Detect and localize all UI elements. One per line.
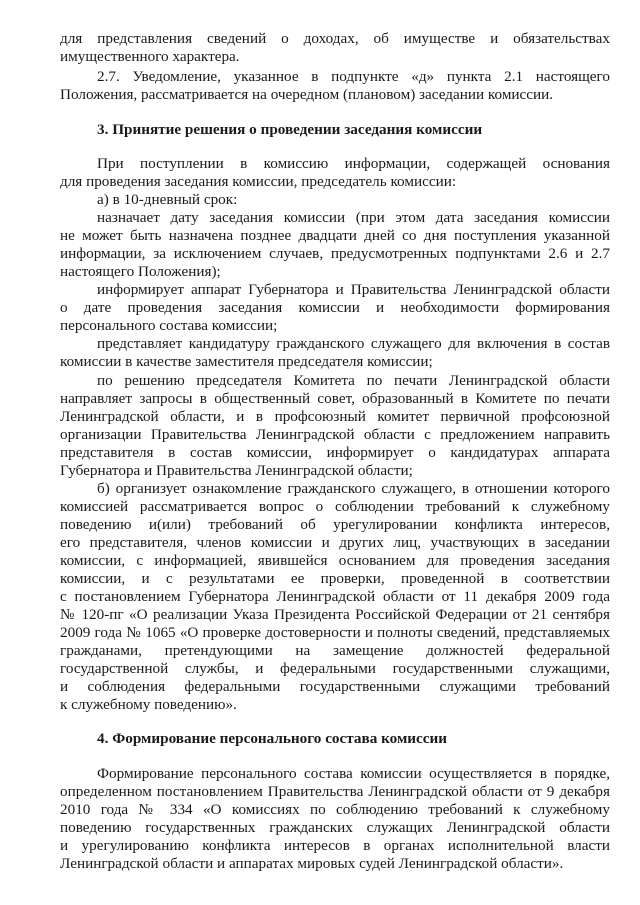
text-line: и урегулированию конфликта интересов в органах исполнительной власти: [60, 837, 610, 854]
text-line: по решению председателя Комитета по печати Ленинградской области: [97, 372, 610, 389]
text-line: назначает дату заседания комиссии (при этом дата заседания комиссии: [97, 209, 610, 226]
text-line: и соблюдения федеральными государственными служащими требований: [60, 678, 610, 695]
text-line: информации, за исключением случаев, предусмотренных подпунктами 2.6 и 2.7: [60, 245, 610, 262]
text-line: поведению государственных гражданских служащих Ленинградской области: [60, 819, 610, 836]
text-line: организации Правительства Ленинградской области с предложением направить: [60, 426, 610, 443]
text-line: а) в 10-дневный срок:: [97, 191, 238, 208]
text-line: с постановлением Губернатора Ленинградской области от 11 декабря 2009 года: [60, 588, 610, 605]
text-line: Ленинградской области и аппаратах мировых судей Ленинградской области».: [60, 855, 564, 872]
text-line: имущественного характера.: [60, 48, 240, 65]
text-line: Ленинградской области, и в профсоюзный комитет первичной профсоюзной: [60, 408, 610, 425]
text-line: его представителя, членов комиссии и других лиц, участвующих в заседании: [60, 534, 610, 551]
text-line: 2009 года № 1065 «О проверке достоверности и полноты сведений, представляемых: [60, 624, 610, 641]
text-line: не может быть назначена позднее двадцати дней со дня поступления указанной: [60, 227, 610, 244]
text-line: представляет кандидатуру гражданского служащего для включения в состав: [97, 335, 610, 352]
text-line: к служебному поведению».: [60, 696, 237, 713]
text-line: персонального состава комиссии;: [60, 317, 278, 334]
text-line: представителя в состав комиссии, информирует о кандидатурах аппарата: [60, 444, 610, 461]
text-line: Губернатора и Правительства Ленинградской области;: [60, 462, 413, 479]
text-line: для представления сведений о доходах, об имуществе и обязательствах: [60, 30, 610, 47]
text-line: комиссии, с информацией, явившейся основанием для проведения заседания: [60, 552, 610, 569]
text-line: для проведения заседания комиссии, председатель комиссии:: [60, 173, 457, 190]
text-line: Положения, рассматривается на очередном (плановом) заседании комиссии.: [60, 86, 554, 103]
text-line: комиссии в качестве заместителя председателя комиссии;: [60, 353, 433, 370]
text-line: настоящего Положения);: [60, 263, 221, 280]
text-line: комиссии, и с результатами ее проверки, проведенной в соответствии: [60, 570, 610, 587]
text-line: гражданами, претендующими на замещение должностей федеральной: [60, 642, 610, 659]
text-line: о дате проведения заседания комиссии и необходимости формирования: [60, 299, 610, 316]
section-heading: 4. Формирование персонального состава комиссии: [97, 730, 448, 747]
text-line: направляет запросы в общественный совет, образованный в Комитете по печати: [60, 390, 610, 407]
text-line: При поступлении в комиссию информации, содержащей основания: [97, 155, 610, 172]
text-line: Формирование персонального состава комиссии осуществляется в порядке,: [97, 765, 610, 782]
text-line: государственной службы, и федеральными государственными служащими,: [60, 660, 610, 677]
text-line: информирует аппарат Губернатора и Правительства Ленинградской области: [97, 281, 610, 298]
text-line: поведению и(или) требований об урегулировании конфликта интересов,: [60, 516, 610, 533]
text-line: б) организует ознакомление гражданского служащего, в отношении которого: [97, 480, 610, 497]
text-line: 2.7. Уведомление, указанное в подпункте «д» пункта 2.1 настоящего: [97, 68, 610, 85]
text-line: № 120-пг «О реализации Указа Президента Российской Федерации от 21 сентября: [60, 606, 610, 623]
text-line: комиссией рассматривается вопрос о соблюдении требований к служебному: [60, 498, 610, 515]
text-line: 2010 года № 334 «О комиссиях по соблюдению требований к служебному: [60, 801, 610, 818]
section-heading: 3. Принятие решения о проведении заседания комиссии: [97, 121, 483, 138]
text-line: определенном постановлением Правительства Ленинградской области от 9 декабря: [60, 783, 610, 800]
